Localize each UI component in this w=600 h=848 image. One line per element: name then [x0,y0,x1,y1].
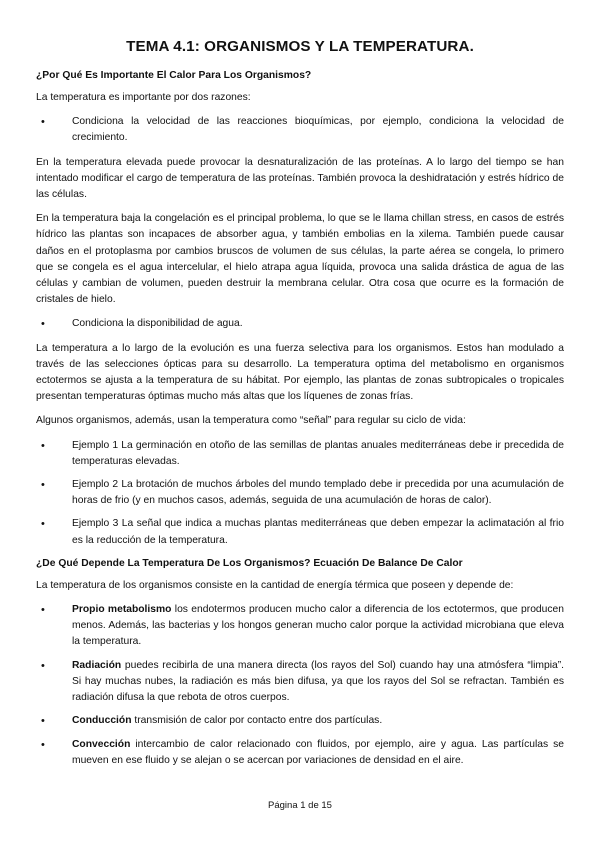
list-item-text: Condiciona la disponibilidad de agua. [72,318,243,330]
paragraph-depends: La temperatura de los organismos consiste en la cantidad de energía térmica que poseen y depende de: [36,579,514,591]
list-item [36,713,564,729]
bullet-list-factors [36,602,564,769]
section-heading-importance: ¿Por Qué Es Importante El Calor Para Los Organismos? [36,70,312,81]
page-number: Página 1 de 15 [268,800,332,811]
list-item [36,602,564,651]
term-text: intercambio de calor relacionado con fluidos, por ejemplo, aire y agua. Las partículas se mueven en ese fluido y se alejan o se acercan por variaciones de densidad en el aire. [72,738,564,766]
bullet-icon: • [41,479,45,492]
bullet-icon: • [41,439,45,452]
bullet-list-reasons [36,114,564,146]
term-label: Convección [72,738,131,750]
term-text: transmisión de calor por contacto entre dos partículas. [131,715,383,727]
list-item [36,114,564,146]
list-item [36,658,564,707]
bullet-icon: • [41,116,45,129]
bullet-list-examples [36,438,564,549]
bullet-icon: • [41,715,45,728]
bullet-icon: • [41,738,45,751]
term-label: Radiación [72,659,122,671]
list-item-text: Condiciona la velocidad de las reacciones bioquímicas, por ejemplo, condiciona la velocidad de crecimiento. [72,116,564,144]
paragraph-intro: La temperatura es importante por dos razones: [36,92,251,103]
list-item-text: Ejemplo 2 La brotación de muchos árboles del mundo templado debe ir precedida por una acumulación de horas de frio (y en muchos casos, además, seguida de una acumulación de horas de calor). [72,479,564,507]
list-item [36,316,564,332]
list-item-text: Ejemplo 3 La señal que indica a muchas plantas mediterráneas que deben empezar la aclimatación al frio es la reducción de la temperatura. [72,518,564,546]
term-text: puedes recibirla de una manera directa (los rayos del Sol) cuando hay una atmósfera “limpia”. Si hay muchas nubes, la radiación es más bien difusa, ya que los rayos del Sol se refractan. También es radiación difusa la que rebota de otros cuerpos. [72,659,564,704]
list-item [36,477,564,509]
bullet-icon: • [41,604,45,617]
paragraph-evolution: La temperatura a lo largo de la evolución es una fuerza selectiva para los organismos. Estos han modulado a través de las selecciones ópticas para su desarrollo. La temperatura optima del metabolismo en organismos ectotermos se ajusta a la temperatura de su hábitat. Por ejemplo, las plantas de zonas subtropicales o tropicales presentan temperaturas óptimas mucho más altas que los líquenes de zonas frías. [36,342,564,403]
term-label: Conducción [72,715,132,727]
list-item [36,438,564,470]
list-item-text: Ejemplo 1 La germinación en otoño de las semillas de plantas anuales mediterráneas debe ir precedida de temperaturas elevadas. [72,439,564,467]
paragraph-signal: Algunos organismos, además, usan la temperatura como “señal” para regular su ciclo de vida: [36,415,466,427]
page-title: TEMA 4.1: ORGANISMOS Y LA TEMPERATURA. [126,38,474,55]
term-label: Propio metabolismo [72,604,172,616]
list-item [36,516,564,548]
paragraph-low-temperature: En la temperatura baja la congelación es el principal problema, lo que se le llama chillan stress, en casos de estrés hídrico las plantas son incapaces de absorber agua, y también embolias en la xilema. También puede causar daños en el protoplasma por cambios bruscos de volumen de sus células, la parte aérea se congela, lo primero que se congela es el agua intercelular, el hielo atrapa agua líquida, provoca una salida drástica de agua de las células y cambian de volumen, pueden destruir la membrana celular. Otra cosa que ocurre es la formación de cristales de hielo. [36,213,564,306]
term-text: los endotermos producen mucho calor a diferencia de los ectotermos, que producen menos. Además, las bacterias y los hongos generan mucho calor porque la actividad microbiana que eleva la temperatura. [72,604,564,648]
paragraph-high-temperature: En la temperatura elevada puede provocar la desnaturalización de las proteínas. A lo largo del tiempo se han intentado modificar el cargo de temperatura de las proteínas. También provoca la deshidratación y estrés hídrico de las células. [36,156,564,201]
bullet-icon: • [41,518,45,531]
bullet-icon: • [41,659,45,672]
page-content [36,38,564,777]
section-heading-heat-balance: ¿De Qué Depende La Temperatura De Los Organismos? Ecuación De Balance De Calor [36,557,463,569]
bullet-list-water [36,316,564,332]
list-item [36,737,564,769]
bullet-icon: • [41,318,45,331]
